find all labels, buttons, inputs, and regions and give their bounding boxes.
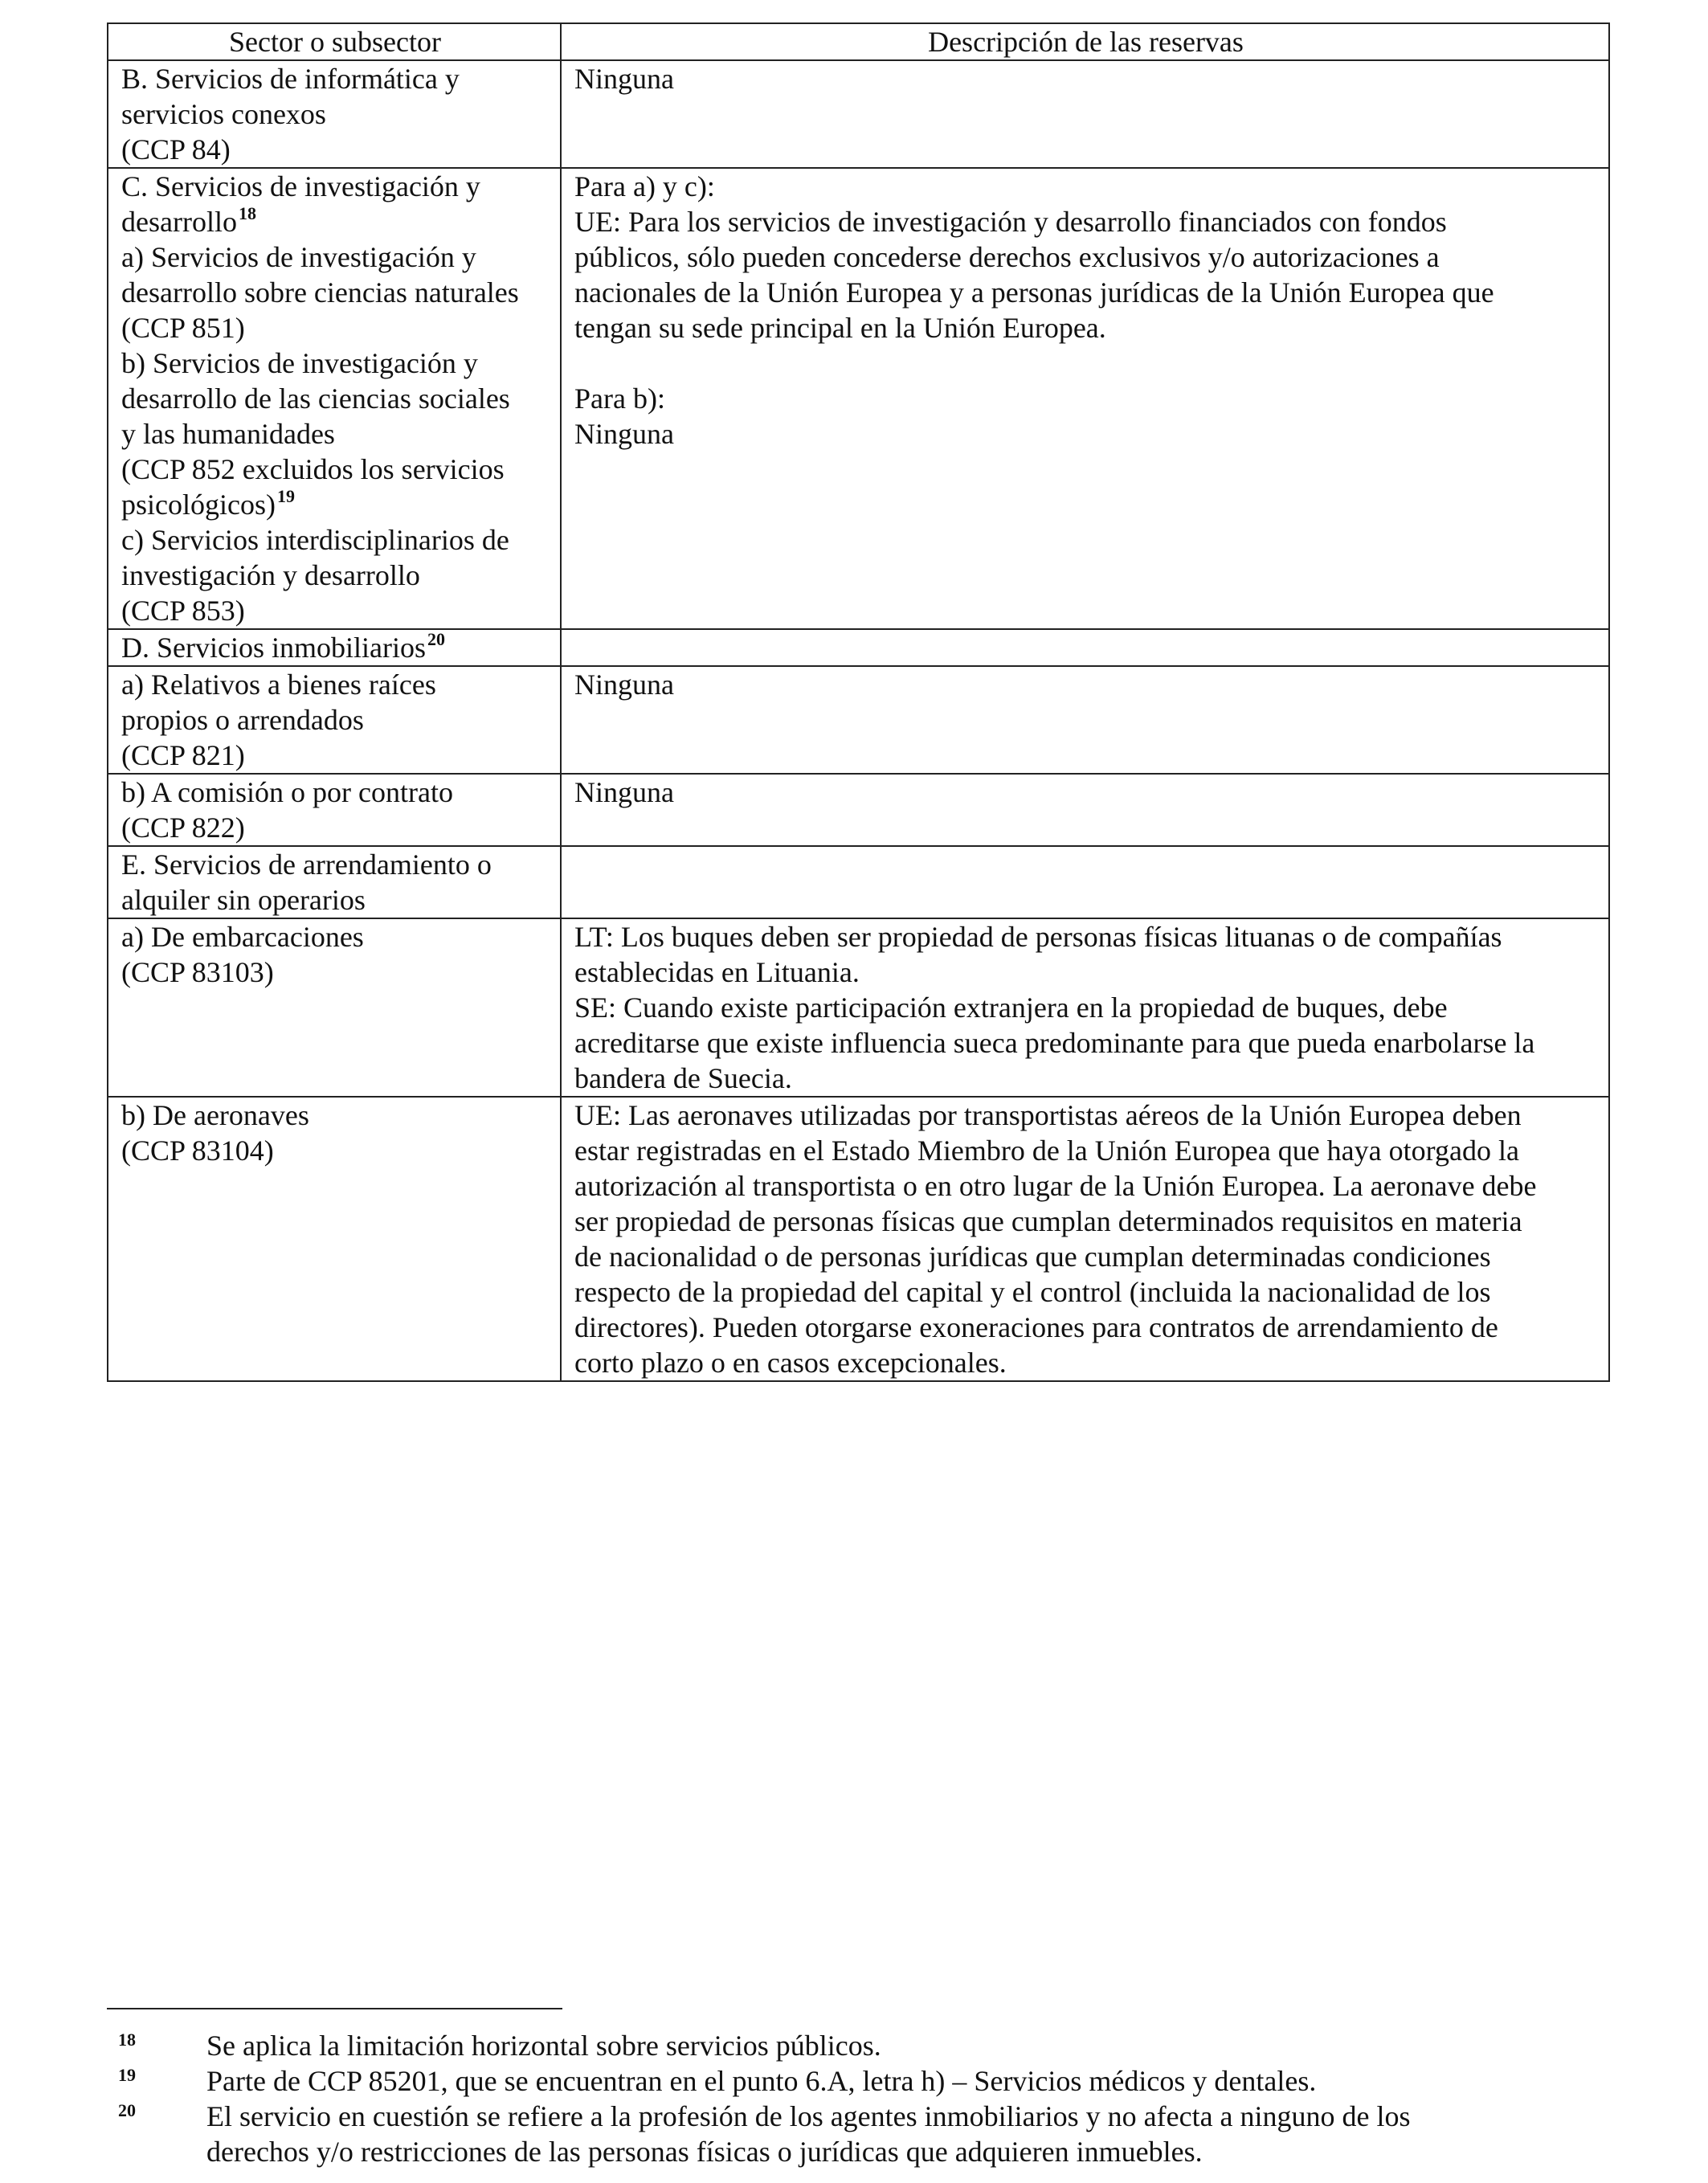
sector-line: E. Servicios de arrendamiento o <box>121 848 492 881</box>
sector-text: D. Servicios inmobiliarios <box>121 632 426 664</box>
paragraph-gap <box>574 345 1597 381</box>
descripcion-cell <box>561 60 1609 168</box>
sector-line: (CCP 852 excluidos los servicios <box>121 453 505 485</box>
sector-line: B. Servicios de informática y <box>121 63 460 95</box>
descripcion-line: Para b): <box>574 382 665 415</box>
descripcion-line: nacionales de la Unión Europea y a personas jurídicas de la Unión Europea que <box>574 276 1494 309</box>
sector-line: desarrollo sobre ciencias naturales <box>121 276 519 309</box>
descripcion-cell <box>561 1097 1609 1381</box>
sector-line: alquiler sin operarios <box>121 884 366 916</box>
sector-cell <box>108 60 561 168</box>
sector-line: propios o arrendados <box>121 704 364 736</box>
sector-line: a) Servicios de investigación y <box>121 241 476 273</box>
sector-line: (CCP 851) <box>121 312 245 344</box>
sector-line: (CCP 83104) <box>121 1134 274 1167</box>
descripcion-line: de nacionalidad o de personas jurídicas que cumplan determinadas condiciones <box>574 1241 1491 1273</box>
descripcion-line: Para a) y c): <box>574 170 715 202</box>
sector-line: (CCP 83103) <box>121 956 274 988</box>
footnote-ref[interactable]: 20 <box>427 629 445 649</box>
table-row <box>108 1097 1609 1381</box>
descripcion-line: estar registradas en el Estado Miembro de la Unión Europea que haya otorgado la <box>574 1134 1519 1167</box>
footnotes <box>107 2028 1608 2169</box>
table-row <box>108 846 1609 918</box>
sector-text: psicológicos) <box>121 489 276 521</box>
footnote <box>107 2099 1608 2169</box>
footnote-line: derechos y/o restricciones de las personas físicas o jurídicas que adquieren inmuebles. <box>206 2136 1203 2168</box>
sector-text: desarrollo <box>121 206 237 238</box>
table-row <box>108 60 1609 168</box>
sector-cell <box>108 918 561 1097</box>
footnote-ref[interactable]: 18 <box>238 203 256 223</box>
sector-line: desarrollo de las ciencias sociales <box>121 382 510 415</box>
table-row <box>108 629 1609 666</box>
descripcion-line: LT: Los buques deben ser propiedad de personas físicas lituanas o de compañías <box>574 921 1502 953</box>
sector-line: (CCP 822) <box>121 811 245 844</box>
sector-line: a) Relativos a bienes raíces <box>121 668 436 701</box>
descripcion-line: SE: Cuando existe participación extranjera en la propiedad de buques, debe <box>574 991 1448 1024</box>
footnote-ref[interactable]: 19 <box>276 486 295 506</box>
descripcion-line: Ninguna <box>574 668 674 701</box>
footnote-text <box>206 2099 1608 2169</box>
descripcion-line: UE: Para los servicios de investigación y desarrollo financiados con fondos <box>574 206 1447 238</box>
table-row <box>108 666 1609 774</box>
header-descripcion: Descripción de las reservas <box>561 23 1609 60</box>
footnote <box>107 2063 1608 2099</box>
descripcion-line: respecto de la propiedad del capital y el control (incluida la nacionalidad de los <box>574 1276 1491 1308</box>
sector-cell <box>108 1097 561 1381</box>
descripcion-line: públicos, sólo pueden concederse derechos exclusivos y/o autorizaciones a <box>574 241 1440 273</box>
descripcion-line: directores). Pueden otorgarse exoneraciones para contratos de arrendamiento de <box>574 1311 1498 1343</box>
footnote <box>107 2028 1608 2063</box>
sector-cell <box>108 168 561 629</box>
footnote-line: Se aplica la limitación horizontal sobre servicios públicos. <box>206 2030 881 2062</box>
sector-line: a) De embarcaciones <box>121 921 364 953</box>
descripcion-cell <box>561 666 1609 774</box>
descripcion-line: establecidas en Lituania. <box>574 956 860 988</box>
descripcion-line: UE: Las aeronaves utilizadas por transportistas aéreos de la Unión Europea deben <box>574 1099 1522 1131</box>
descripcion-line: corto plazo o en casos excepcionales. <box>574 1347 1007 1379</box>
descripcion-line: autorización al transportista o en otro lugar de la Unión Europea. La aeronave debe <box>574 1170 1537 1202</box>
footnote-number: 18 <box>118 2030 136 2050</box>
descripcion-line: acreditarse que existe influencia sueca predominante para que pueda enarbolarse la <box>574 1027 1535 1059</box>
sector-line: C. Servicios de investigación y <box>121 170 480 202</box>
descripcion-line: Ninguna <box>574 63 674 95</box>
sector-line: (CCP 821) <box>121 739 245 771</box>
descripcion-cell <box>561 168 1609 629</box>
sector-line: (CCP 84) <box>121 133 231 166</box>
sector-line: c) Servicios interdisciplinarios de <box>121 524 509 556</box>
footnote-line: Parte de CCP 85201, que se encuentran en el punto 6.A, letra h) – Servicios médicos y dentales. <box>206 2065 1317 2097</box>
sector-line: b) Servicios de investigación y <box>121 347 478 379</box>
sector-line: b) A comisión o por contrato <box>121 776 453 808</box>
footnote-text <box>206 2063 1608 2099</box>
sector-line-with-footnote <box>121 630 549 665</box>
sector-cell <box>108 629 561 666</box>
reservations-table <box>107 22 1610 1382</box>
sector-line: y las humanidades <box>121 418 335 450</box>
sector-line: (CCP 853) <box>121 595 245 627</box>
sector-line-with-footnote <box>121 487 549 522</box>
sector-cell <box>108 846 561 918</box>
footnote-line: El servicio en cuestión se refiere a la profesión de los agentes inmobiliarios y no afecta a ninguno de los <box>206 2100 1411 2132</box>
table-row <box>108 918 1609 1097</box>
table-row <box>108 774 1609 846</box>
sector-line-with-footnote <box>121 204 549 239</box>
table-header-row <box>108 23 1609 60</box>
footnote-text <box>206 2028 1608 2063</box>
sector-cell <box>108 774 561 846</box>
descripcion-line: ser propiedad de personas físicas que cumplan determinados requisitos en materia <box>574 1205 1522 1237</box>
header-sector: Sector o subsector <box>108 23 561 60</box>
footnote-number: 19 <box>118 2065 136 2085</box>
descripcion-cell <box>561 918 1609 1097</box>
sector-line: b) De aeronaves <box>121 1099 309 1131</box>
sector-line: servicios conexos <box>121 98 326 130</box>
descripcion-line: Ninguna <box>574 776 674 808</box>
descripcion-cell <box>561 629 1609 666</box>
table-row <box>108 168 1609 629</box>
sector-line: investigación y desarrollo <box>121 559 420 591</box>
descripcion-line: bandera de Suecia. <box>574 1062 792 1094</box>
descripcion-line: Ninguna <box>574 418 674 450</box>
footnote-separator <box>107 2008 562 2009</box>
descripcion-cell <box>561 846 1609 918</box>
descripcion-line: tengan su sede principal en la Unión Europea. <box>574 312 1106 344</box>
descripcion-cell <box>561 774 1609 846</box>
sector-cell <box>108 666 561 774</box>
footnote-number: 20 <box>118 2100 136 2120</box>
